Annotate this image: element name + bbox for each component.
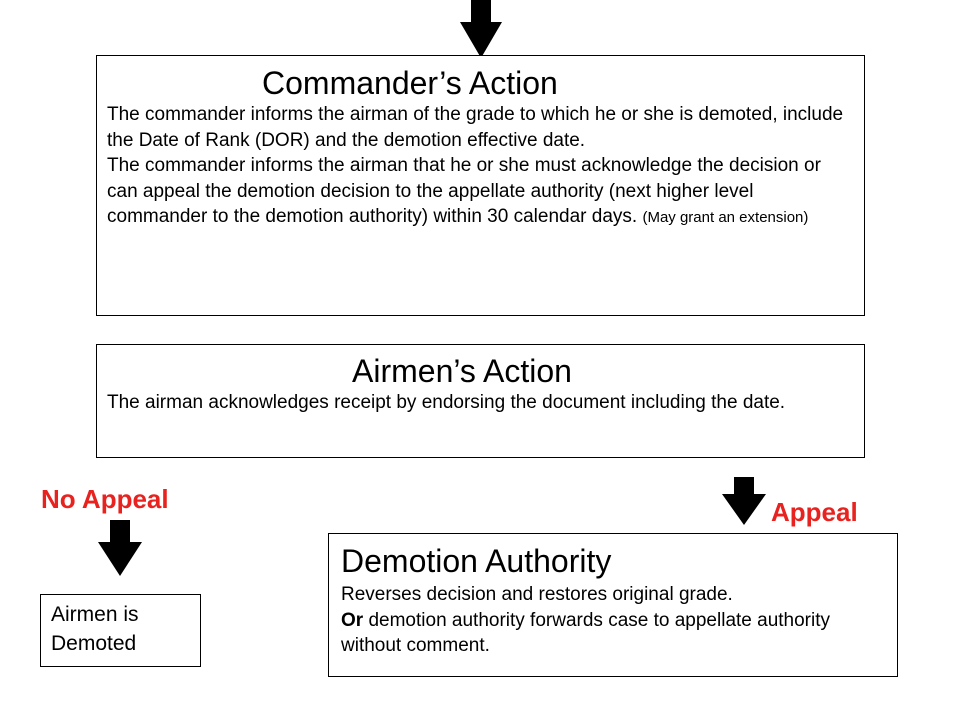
commanders-action-title: Commander’s Action — [262, 65, 558, 101]
demotion-authority-box — [328, 533, 898, 677]
arrow-down-icon — [722, 477, 766, 525]
airmens-action-box — [96, 344, 865, 458]
airmen-demoted-box — [40, 594, 201, 667]
commanders-action-box — [96, 55, 865, 316]
appeal-label: Appeal — [771, 497, 858, 527]
airmens-action-text: The airman acknowledges receipt by endorsing the document including the date. — [107, 392, 786, 413]
airmen-demoted-text: Airmen is Demoted — [51, 603, 139, 655]
or-word: Or — [341, 609, 364, 631]
demotion-authority-title: Demotion Authority — [341, 543, 612, 579]
arrow-down-icon — [460, 0, 502, 58]
extension-note: (May grant an extension) — [642, 209, 809, 226]
airmens-action-title: Airmen’s Action — [352, 353, 572, 389]
demotion-authority-line-2: Or demotion authority forwards case to appellate authority without comment. — [341, 609, 831, 656]
commanders-action-paragraph-1: The commander informs the airman of the grade to which he or she is demoted, include the Date of Rank (DOR) and the demotion effective date. — [107, 104, 844, 151]
arrow-down-icon — [98, 520, 142, 576]
commanders-action-paragraph-2: The commander informs the airman that he or she must acknowledge the decision or can appeal the demotion decision to the appellate authority (next higher level commander to the demotion authority) within 30 calendar days. (May grant an extension) — [107, 155, 821, 227]
no-appeal-label: No Appeal — [41, 484, 169, 514]
demotion-authority-line-1: Reverses decision and restores original grade. — [341, 584, 733, 605]
